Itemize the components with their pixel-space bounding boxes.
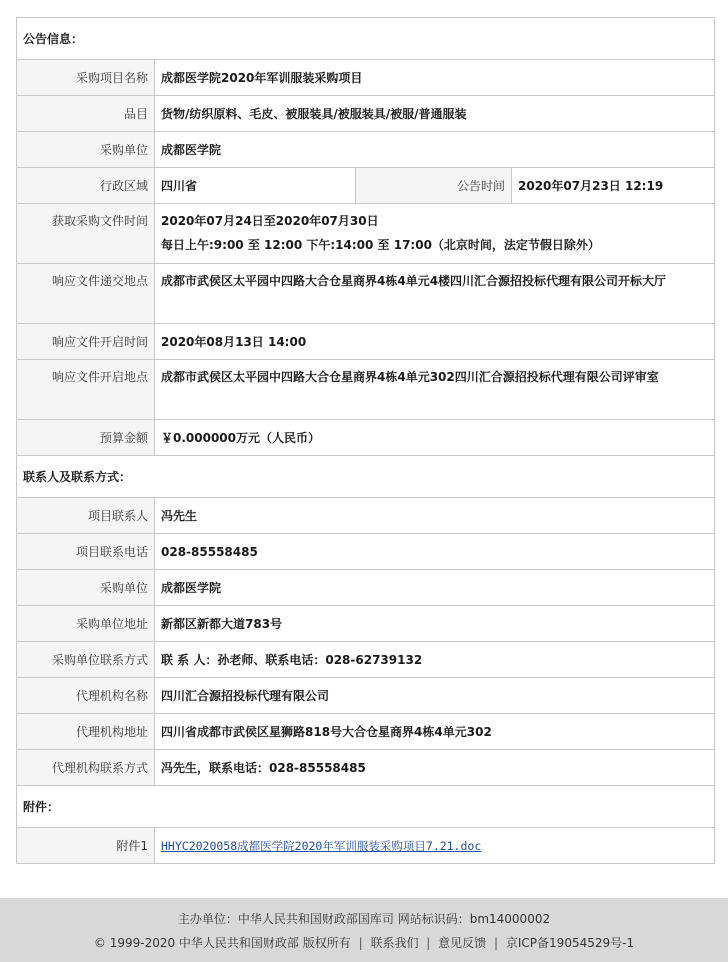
label-open-place: 响应文件开启地点 — [17, 360, 155, 420]
row-project-contact — [17, 498, 715, 534]
icp-link[interactable]: 京ICP备19054529号-1 — [505, 936, 635, 950]
value-project-phone: 028-85558485 — [155, 534, 715, 570]
label-purchaser: 采购单位 — [17, 132, 155, 168]
value-open-place: 成都市武侯区太平园中四路大合仓星商界4栋4单元302四川汇合源招投标代理有限公司评审室 — [155, 360, 715, 420]
value-agency-contact: 冯先生，联系电话：028-85558485 — [155, 750, 715, 786]
row-region — [17, 168, 715, 204]
row-contact-purchaser — [17, 570, 715, 606]
footer-host-info: 主办单位：中华人民共和国财政部国库司 网站标识码：bm14000002 — [177, 912, 551, 926]
row-doc-time — [17, 204, 715, 264]
label-agency-contact: 代理机构联系方式 — [17, 750, 155, 786]
notice-container — [16, 17, 714, 864]
label-agency-address: 代理机构地址 — [17, 714, 155, 750]
value-open-time: 2020年08月13日 14:00 — [155, 324, 715, 360]
label-agency: 代理机构名称 — [17, 678, 155, 714]
section-row-contacts — [17, 456, 715, 498]
doc-time-line1: 2020年07月24日至2020年07月30日 — [161, 214, 379, 228]
row-purchaser-address — [17, 606, 715, 642]
section-row-attachments — [17, 786, 715, 828]
row-project-name — [17, 60, 715, 96]
contact-us-link[interactable]: 联系我们 — [370, 936, 419, 950]
footer-separator: | — [426, 936, 431, 950]
value-category: 货物/纺织原料、毛皮、被服装具/被服装具/被服/普通服装 — [155, 96, 715, 132]
row-purchaser-contact — [17, 642, 715, 678]
row-attachment-1 — [17, 828, 715, 864]
value-project-contact: 冯先生 — [155, 498, 715, 534]
label-project-contact: 项目联系人 — [17, 498, 155, 534]
row-budget — [17, 420, 715, 456]
value-agency-address: 四川省成都市武侯区星狮路818号大合仓星商界4栋4单元302 — [155, 714, 715, 750]
footer-separator: | — [358, 936, 363, 950]
label-open-time: 响应文件开启时间 — [17, 324, 155, 360]
value-region: 四川省 — [155, 168, 356, 204]
row-purchaser — [17, 132, 715, 168]
value-purchaser: 成都医学院 — [155, 132, 715, 168]
label-purchaser-address: 采购单位地址 — [17, 606, 155, 642]
label-project-name: 采购项目名称 — [17, 60, 155, 96]
feedback-link[interactable]: 意见反馈 — [438, 936, 487, 950]
attachment-download-link[interactable]: HHYC2020058成都医学院2020年军训服装采购项目7.21.doc — [161, 838, 482, 853]
label-purchaser-contact: 采购单位联系方式 — [17, 642, 155, 678]
section-title-announcement: 公告信息： — [17, 18, 715, 60]
value-agency: 四川汇合源招投标代理有限公司 — [155, 678, 715, 714]
footer-copyright: © 1999-2020 中华人民共和国财政部 版权所有 — [93, 936, 351, 950]
section-row-announcement — [17, 18, 715, 60]
label-attachment-1: 附件1 — [17, 828, 155, 864]
notice-table — [16, 17, 715, 864]
label-category: 品目 — [17, 96, 155, 132]
label-budget: 预算金额 — [17, 420, 155, 456]
footer-separator: | — [494, 936, 499, 950]
section-title-contacts: 联系人及联系方式： — [17, 456, 715, 498]
doc-time-line2: 每日上午:9:00 至 12:00 下午:14:00 至 17:00（北京时间，法定节假日除外） — [161, 238, 600, 252]
label-project-phone: 项目联系电话 — [17, 534, 155, 570]
row-category — [17, 96, 715, 132]
row-agency — [17, 678, 715, 714]
footer-links — [0, 935, 728, 951]
row-agency-contact — [17, 750, 715, 786]
value-budget: ￥0.000000万元（人民币） — [155, 420, 715, 456]
value-submit-place: 成都市武侯区太平园中四路大合仓星商界4栋4单元4楼四川汇合源招投标代理有限公司开标大厅 — [155, 264, 715, 324]
label-publish-time: 公告时间 — [356, 168, 512, 204]
row-open-time — [17, 324, 715, 360]
label-submit-place: 响应文件递交地点 — [17, 264, 155, 324]
row-submit-place — [17, 264, 715, 324]
label-contact-purchaser: 采购单位 — [17, 570, 155, 606]
site-footer — [0, 898, 728, 962]
row-project-phone — [17, 534, 715, 570]
label-region: 行政区域 — [17, 168, 155, 204]
value-attachment-1 — [155, 828, 715, 864]
value-purchaser-address: 新都区新都大道783号 — [155, 606, 715, 642]
row-open-place — [17, 360, 715, 420]
value-doc-time — [155, 204, 715, 264]
label-doc-time: 获取采购文件时间 — [17, 204, 155, 264]
row-agency-address — [17, 714, 715, 750]
value-contact-purchaser: 成都医学院 — [155, 570, 715, 606]
section-title-attachments: 附件： — [17, 786, 715, 828]
value-publish-time: 2020年07月23日 12:19 — [512, 168, 715, 204]
value-purchaser-contact: 联 系 人：孙老师、联系电话：028-62739132 — [155, 642, 715, 678]
value-project-name: 成都医学院2020年军训服装采购项目 — [155, 60, 715, 96]
